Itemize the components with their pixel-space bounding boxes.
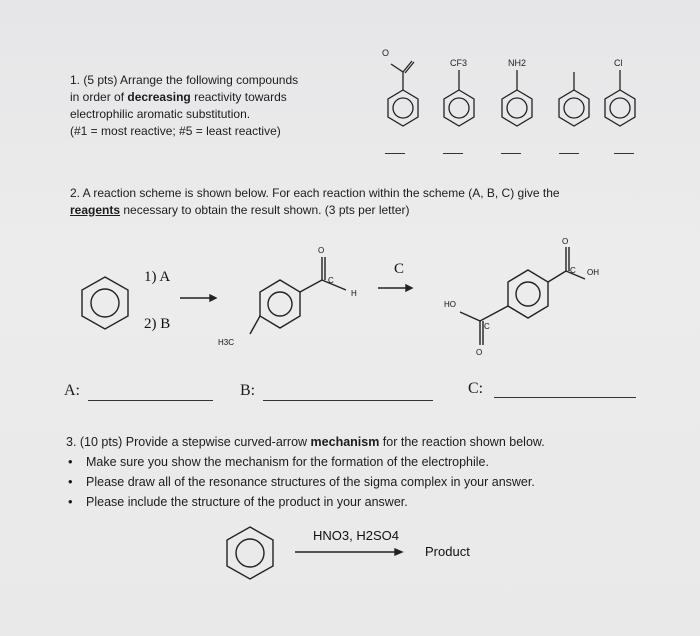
answer-b-blank[interactable] bbox=[263, 400, 433, 401]
aldehyde-h-label: H bbox=[351, 289, 357, 298]
question-3 bbox=[66, 432, 545, 512]
question-1 bbox=[70, 72, 298, 140]
step-c-label: C bbox=[394, 261, 405, 277]
h3c-label: H3C bbox=[218, 338, 235, 347]
acid2-c-label: C bbox=[484, 322, 490, 331]
answer-c-blank[interactable] bbox=[494, 397, 636, 398]
nitration-reagents: HNO3, H2SO4 bbox=[313, 528, 399, 543]
intermediate-aldehyde bbox=[250, 257, 346, 334]
q1-blank-2[interactable] bbox=[443, 153, 463, 154]
step-1-a-label: 1) A bbox=[144, 269, 171, 285]
q3-bullet-3: • Please include the structure of the product in your answer. bbox=[86, 492, 545, 512]
answer-a-blank[interactable] bbox=[88, 400, 213, 401]
acid-o-label: O bbox=[562, 237, 569, 246]
product-label: Product bbox=[425, 544, 470, 559]
answer-c-label: C: bbox=[468, 380, 484, 397]
benzene-start bbox=[82, 277, 128, 329]
product-dicarboxylic-acid bbox=[460, 247, 585, 345]
step-2-b-label: 2) B bbox=[144, 316, 171, 332]
q1-line2-c: reactivity towards bbox=[190, 90, 287, 104]
q3-line1-c: for the reaction shown below. bbox=[379, 435, 545, 449]
acid2-o-label: O bbox=[476, 348, 483, 357]
q1-blank-1[interactable] bbox=[385, 153, 405, 154]
acid-oh-label: OH bbox=[587, 268, 599, 277]
acid-ho-label: HO bbox=[444, 300, 456, 309]
q1-blank-5[interactable] bbox=[614, 153, 634, 154]
compound-4-ring bbox=[559, 72, 589, 126]
compound-3-ring bbox=[502, 70, 532, 126]
question-2 bbox=[70, 185, 650, 219]
compound-2-ring bbox=[444, 70, 474, 126]
q1-line1: 1. (5 pts) Arrange the following compounds bbox=[70, 73, 299, 87]
q2-line2-b: necessary to obtain the result shown. (3 pts per letter) bbox=[120, 203, 410, 217]
q1-line2-a: in order of bbox=[70, 90, 128, 104]
q1-blank-4[interactable] bbox=[559, 153, 579, 154]
q1-line4: (#1 = most reactive; #5 = least reactive) bbox=[70, 124, 281, 138]
compound-2-label: CF3 bbox=[450, 58, 468, 68]
q3-line1 bbox=[66, 432, 545, 452]
q2-line2 bbox=[70, 202, 650, 219]
q3-line1-a: 3. (10 pts) Provide a stepwise curved-arrow bbox=[66, 435, 311, 449]
q2-line1: 2. A reaction scheme is shown below. For each reaction within the scheme (A, B, C) give the bbox=[70, 186, 560, 200]
q3-reaction bbox=[215, 515, 515, 595]
aldehyde-c-label: C bbox=[328, 276, 334, 285]
q1-compounds bbox=[370, 40, 670, 160]
compound-1-label: O bbox=[382, 48, 390, 58]
compound-3-label: NH2 bbox=[508, 58, 527, 68]
compound-1-ring bbox=[388, 61, 418, 126]
q3-bullet-1: • Make sure you show the mechanism for the formation of the electrophile. bbox=[86, 452, 545, 472]
q1-line2 bbox=[70, 89, 298, 106]
q1-emphasis-decreasing: decreasing bbox=[127, 90, 191, 104]
q3-emphasis-mechanism: mechanism bbox=[310, 435, 380, 449]
compound-5-label: Cl bbox=[614, 58, 623, 68]
answer-a-label: A: bbox=[64, 382, 80, 399]
aldehyde-o-label: O bbox=[318, 246, 325, 255]
q1-line3: electrophilic aromatic substitution. bbox=[70, 107, 251, 121]
acid-c-label: C bbox=[570, 266, 576, 275]
compound-5-ring bbox=[605, 70, 635, 126]
benzene-q3 bbox=[227, 527, 273, 579]
q3-bullet-2: • Please draw all of the resonance structures of the sigma complex in your answer. bbox=[86, 472, 545, 492]
answer-b-label: B: bbox=[240, 382, 256, 399]
q2-emphasis-reagents: reagents bbox=[70, 203, 121, 217]
q1-blank-3[interactable] bbox=[501, 153, 521, 154]
q2-reaction-scheme bbox=[60, 235, 660, 365]
